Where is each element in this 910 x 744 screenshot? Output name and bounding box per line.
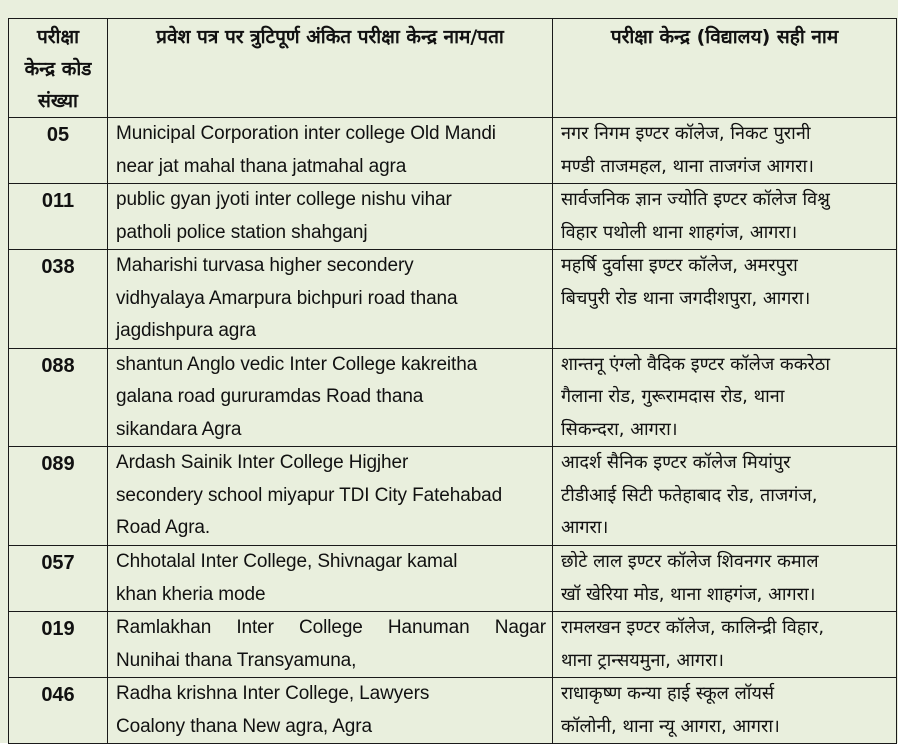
wrong-name-cell: [108, 678, 553, 744]
correct-name-line: बिचपुरी रोड थाना जगदीशपुरा, आगरा।: [561, 287, 811, 309]
correct-name-cell: [553, 546, 897, 612]
correct-name-line: सार्वजनिक ज्ञान ज्योति इण्टर कॉलेज विश्नु: [561, 189, 830, 210]
correct-name-line: गैलाना रोड, गुरूरामदास रोड, थाना: [561, 386, 785, 407]
table-row: [9, 612, 897, 678]
wrong-name-line: near jat mahal thana jatmahal agra: [116, 155, 407, 177]
correct-name-line: विहार पथोली थाना शाहगंज, आगरा।: [561, 221, 798, 243]
wrong-name-line: galana road gururamdas Road thana: [116, 386, 424, 407]
wrong-name-line: Ardash Sainik Inter College Higjher: [116, 452, 409, 473]
wrong-name-line: public gyan jyoti inter college nishu vihar: [116, 189, 452, 210]
wrong-name-line: Maharishi turvasa higher secondery: [116, 255, 414, 276]
correct-name-line: मण्डी ताजमहल, थाना ताजगंज आगरा।: [561, 155, 814, 177]
wrong-name-line: patholi police station shahganj: [116, 221, 368, 243]
wrong-name-line: sikandara Agra: [116, 418, 242, 440]
wrong-name-line: Municipal Corporation inter college Old Mandi: [116, 123, 496, 144]
wrong-name-cell: [108, 118, 553, 184]
table-row: [9, 447, 897, 546]
center-code-cell: 046: [9, 678, 108, 744]
wrong-name-line: Chhotalal Inter College, Shivnagar kamal: [116, 551, 458, 572]
wrong-name-cell: [108, 546, 553, 612]
correct-name-cell: [553, 118, 897, 184]
wrong-name-line: vidhyalaya Amarpura bichpuri road thana: [116, 287, 458, 309]
correct-name-cell: [553, 447, 897, 546]
correct-name-line: नगर निगम इण्टर कॉलेज, निकट पुरानी: [561, 123, 811, 144]
table-row: [9, 118, 897, 184]
center-code-cell: 05: [9, 118, 108, 184]
center-code-cell: 038: [9, 250, 108, 349]
correct-name-line: शान्तनू एंग्लो वैदिक इण्टर कॉलेज ककरेठा: [561, 353, 831, 375]
wrong-name-line: jagdishpura agra: [116, 320, 256, 341]
correct-name-line: छोटे लाल इण्टर कॉलेज शिवनगर कमाल: [561, 551, 819, 572]
exam-center-correction-table: [8, 18, 897, 744]
table-row: [9, 184, 897, 250]
table-row: [9, 250, 897, 349]
correct-name-line: आदर्श सैनिक इण्टर कॉलेज मियांपुर: [561, 452, 791, 473]
wrong-name-line: Radha krishna Inter College, Lawyers: [116, 683, 430, 704]
correct-name-line: आगरा।: [561, 517, 609, 538]
table-row: [9, 348, 897, 447]
wrong-name-line: Road Agra.: [116, 517, 211, 538]
center-code-cell: 019: [9, 612, 108, 678]
wrong-name-cell: [108, 348, 553, 447]
correct-name-cell: [553, 678, 897, 744]
wrong-name-cell: [108, 250, 553, 349]
header-wrong-name: प्रवेश पत्र पर त्रुटिपूर्ण अंकित परीक्षा केन्द्र नाम/पता: [108, 19, 553, 118]
wrong-name-cell: [108, 612, 553, 678]
correct-name-cell: [553, 348, 897, 447]
correct-name-line: थाना ट्रान्सयमुना, आगरा।: [561, 649, 724, 671]
table-row: [9, 546, 897, 612]
center-code-cell: 011: [9, 184, 108, 250]
wrong-name-cell: [108, 184, 553, 250]
correct-name-line: सिकन्दरा, आगरा।: [561, 418, 678, 440]
header-center-code: परीक्षा केन्द्र कोड संख्या: [9, 19, 108, 118]
correct-name-cell: [553, 250, 897, 349]
wrong-name-line: Coalony thana New agra, Agra: [116, 715, 372, 737]
wrong-name-line: Ramlakhan Inter College Hanuman Nagar: [116, 617, 546, 638]
correct-name-cell: [553, 184, 897, 250]
correct-name-line: टीडीआई सिटी फतेहाबाद रोड, ताजगंज,: [561, 484, 818, 506]
correct-name-line: कॉलोनी, थाना न्यू आगरा, आगरा।: [561, 715, 780, 737]
table-row: [9, 678, 897, 744]
center-code-cell: 057: [9, 546, 108, 612]
wrong-name-cell: [108, 447, 553, 546]
wrong-name-line: khan kheria mode: [116, 583, 266, 605]
wrong-name-line: secondery school miyapur TDI City Fatehabad: [116, 484, 503, 506]
center-code-cell: 089: [9, 447, 108, 546]
correct-name-line: रामलखन इण्टर कॉलेज, कालिन्द्री विहार,: [561, 617, 825, 638]
table-header-row: [9, 19, 897, 118]
header-correct-name: परीक्षा केन्द्र (विद्यालय) सही नाम: [553, 19, 897, 118]
correct-name-line: राधाकृष्ण कन्या हाई स्कूल लॉयर्स: [561, 683, 775, 704]
wrong-name-line: Nunihai thana Transyamuna,: [116, 649, 357, 671]
center-code-cell: 088: [9, 348, 108, 447]
wrong-name-line: shantun Anglo vedic Inter College kakreitha: [116, 353, 478, 375]
correct-name-line: महर्षि दुर्वासा इण्टर कॉलेज, अमरपुरा: [561, 255, 798, 276]
correct-name-cell: [553, 612, 897, 678]
correct-name-line: खॉ खेरिया मोड, थाना शाहगंज, आगरा।: [561, 583, 816, 605]
